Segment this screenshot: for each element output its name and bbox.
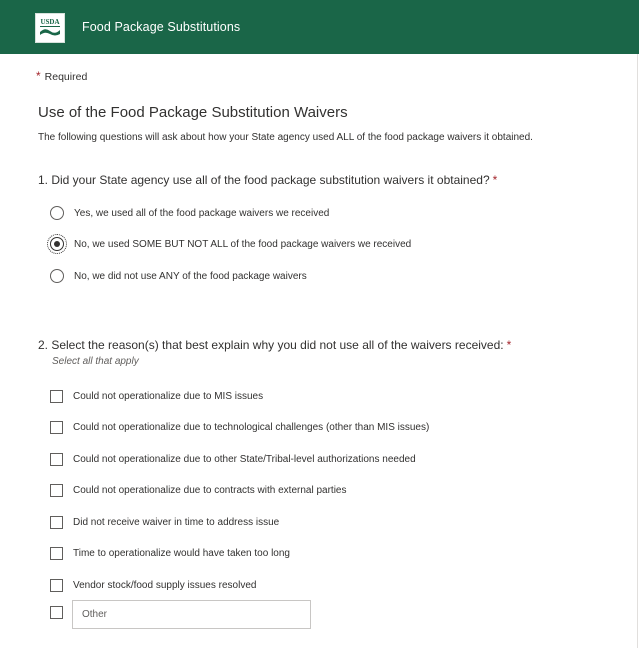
option-label: Vendor stock/food supply issues resolved [73,579,257,591]
q1-option-some-not-all[interactable] [50,236,411,252]
q1-option-none[interactable] [50,268,307,284]
required-label: Required [44,71,88,83]
q2-option-too-long[interactable] [50,545,290,561]
question-2-title [38,338,511,352]
q2-option-contracts[interactable] [50,482,347,498]
question-1-title [38,173,497,187]
option-label: Time to operationalize would have taken too long [73,547,290,559]
checkbox[interactable] [50,421,63,434]
q2-option-other[interactable] [50,604,63,620]
question-1-required-star: * [492,173,498,187]
question-2-required-star: * [506,338,512,352]
checkbox[interactable] [50,579,63,592]
q2-option-mis-issues[interactable] [50,388,263,404]
q2-option-waiver-timing[interactable] [50,514,279,530]
option-label: No, we used SOME BUT NOT ALL of the food package waivers we received [74,238,412,250]
checkbox[interactable] [50,516,63,529]
required-star: * [36,69,41,83]
radio-button[interactable] [50,269,64,283]
question-2-text: 2. Select the reason(s) that best explain why you did not use all of the waivers received: [38,338,504,352]
option-label: Could not operationalize due to MIS issues [73,390,264,402]
option-label: Could not operationalize due to contracts with external parties [73,484,347,496]
q2-option-authorizations[interactable] [50,451,416,467]
checkbox[interactable] [50,453,63,466]
required-note [36,69,87,83]
checkbox[interactable] [50,484,63,497]
checkbox[interactable] [50,390,63,403]
question-1-text: 1. Did your State agency use all of the food package substitution waivers it obtained? [38,173,490,187]
checkbox[interactable] [50,606,63,619]
section-title: Use of the Food Package Substitution Waivers [38,104,348,121]
option-label: Yes, we used all of the food package waivers we received [74,207,330,219]
other-text-input[interactable] [72,600,311,629]
q2-option-vendor-stock[interactable] [50,577,256,593]
option-label: No, we did not use ANY of the food package waivers [74,270,307,282]
question-2-subtitle: Select all that apply [52,356,139,367]
radio-button[interactable] [50,206,64,220]
page-border [637,54,638,648]
q1-option-yes-all[interactable] [50,205,329,221]
form-title: Food Package Substitutions [82,20,241,34]
logo-text: USDA [40,18,60,26]
usda-logo [35,13,65,43]
option-label: Did not receive waiver in time to address issue [73,516,280,528]
checkbox[interactable] [50,547,63,560]
radio-button-selected[interactable] [50,237,64,251]
usda-logo-icon [36,14,64,42]
section-description: The following questions will ask about how your State agency used ALL of the food package waivers it obtained. [38,132,533,143]
form-header [0,0,639,54]
option-label: Could not operationalize due to other State/Tribal-level authorizations needed [73,453,416,465]
q2-option-tech-challenges[interactable] [50,419,429,435]
option-label: Could not operationalize due to technological challenges (other than MIS issues) [73,421,430,433]
